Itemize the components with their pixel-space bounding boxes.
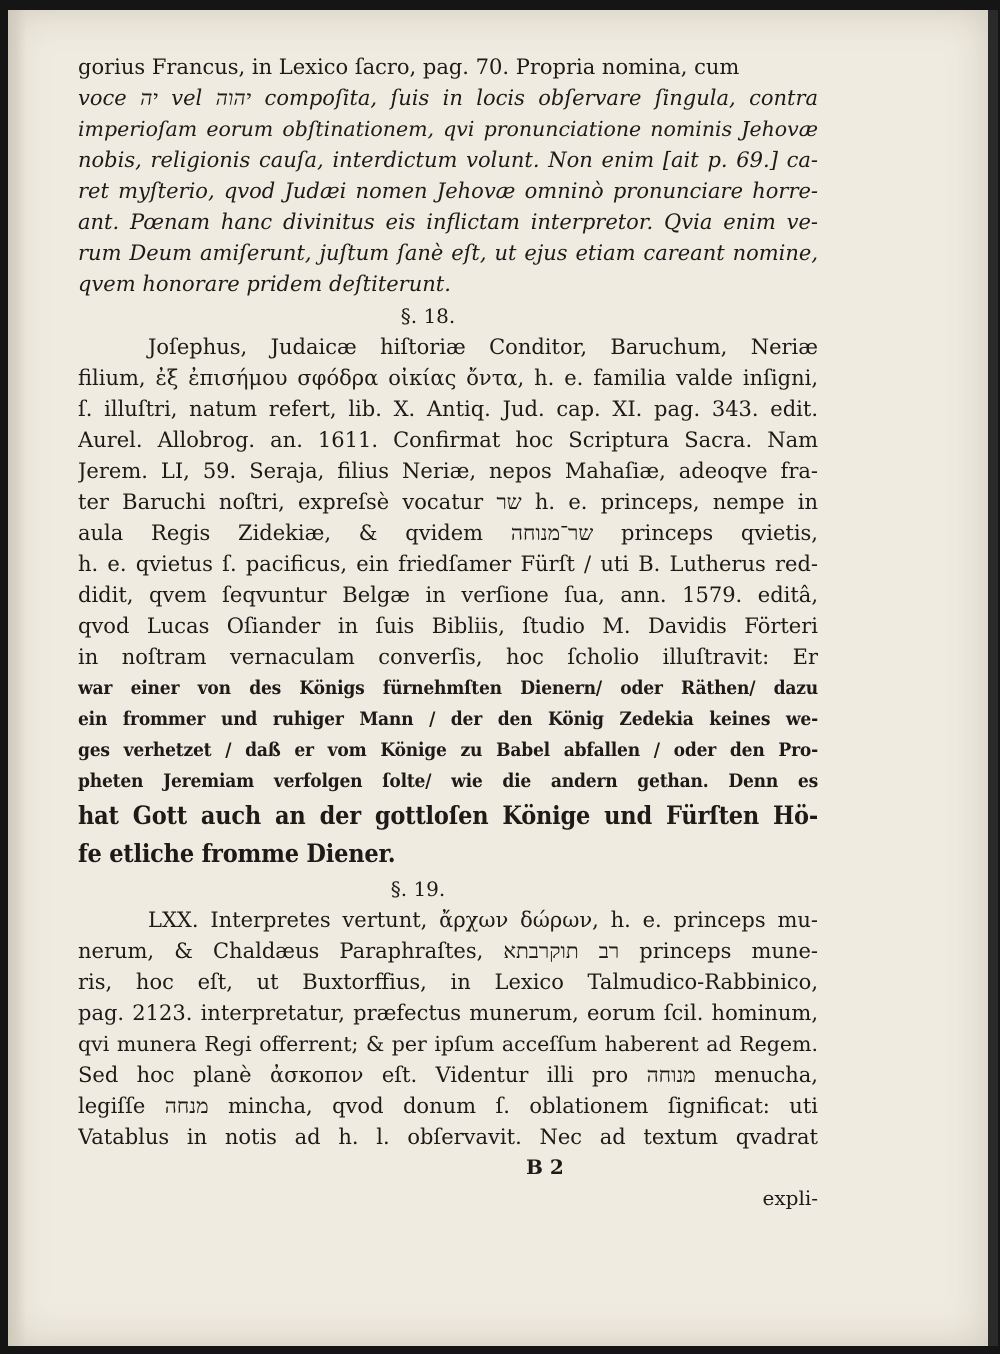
text-line: rum Deum amiſerunt, juſtum ſanè eſt, ut ejus etiam careant nomine, [78,241,818,265]
text-line: ant. Pœnam hanc divinitus eis inflictam interpretor. Qvia enim ve- [78,210,818,234]
text-line: qvi munera Regi offerrent; & per ipſum acceſſum haberent ad Regem. [78,1032,818,1056]
text-line: aula Regis Zidekiæ, & qvidem שר־מנוחה princeps qvietis, [78,521,818,545]
text-line: legiſſe מנחה mincha, qvod donum ſ. oblationem ſignificat: uti [78,1094,818,1118]
text-line: Joſephus, Judaicæ hiſtoriæ Conditor, Baruchum, Neriæ [148,335,818,359]
text-line: nerum, & Chaldæus Paraphraſtes, רב תוקרבתא princeps mune- [78,939,818,963]
signature-mark: B 2 [526,1155,564,1179]
fraktur-line: ges verhetzet / daß er vom Könige zu Babel abfallen / oder den Pro- [78,739,818,761]
text-line: pag. 2123. interpretatur, præfectus munerum, eorum ſcil. hominum, [78,1001,818,1025]
page-text-block [78,52,818,1215]
catchword: expli- [762,1186,818,1210]
text-line: Jerem. LI, 59. Seraja, filius Neriæ, nepos Mahaſiæ, adeoqve fra- [78,459,818,483]
text-line: nobis, religionis cauſa, interdictum volunt. Non enim [ait p. 69.] ca- [78,148,818,172]
section-heading-18: §. 18. [400,304,456,328]
fraktur-line-large: fe etliche fromme Diener. [78,839,396,868]
text-line: ter Baruchi noſtri, expreſsè vocatur שר h. e. princeps, nempe in [78,490,818,514]
text-line: gorius Francus, in Lexico ſacro, pag. 70. Propria nomina, cum [78,55,740,79]
text-line: h. e. qvietus ſ. pacificus, ein friedſamer Fürſt / uti B. Lutherus red- [78,552,818,576]
text-line: qvem honorare pridem deſtiterunt. [78,272,451,296]
fraktur-line-large: hat Gott auch an der gottloſen Könige und Fürſten Hö- [78,801,818,830]
text-line: LXX. Interpretes vertunt, ἄρχων δώρων, h. e. princeps mu- [148,908,818,932]
section-heading-19: §. 19. [390,877,446,901]
text-line: Sed hoc planè ἀσκοπον eſt. Videntur illi pro מנוחה menucha, [78,1063,818,1087]
text-line: Vatablus in notis ad h. l. obſervavit. Nec ad textum qvadrat [78,1125,818,1149]
text-line: in noſtram vernaculam converſis, hoc ſcholio illuſtravit: Er [78,645,818,669]
text-line: filium, ἐξ ἐπισήμου σφόδρα οἰκίας ὄντα, h. e. familia valde inſigni, [78,366,818,390]
text-line: imperioſam eorum obſtinationem, qvi pronunciatione nominis Jehovæ [78,117,818,141]
fraktur-line: pheten Jeremiam verfolgen ſolte/ wie die andern gethan. Denn es [78,770,818,792]
text-line: ſ. illuſtri, natum refert, lib. X. Antiq. Jud. cap. XI. pag. 343. edit. [78,397,818,421]
fraktur-line: ein frommer und ruhiger Mann / der den König Zedekia keines we- [78,708,818,730]
fraktur-line: war einer von des Königs fürnehmſten Dienern/ oder Räthen/ dazu [78,677,818,699]
page-gutter-shadow [8,10,26,1346]
text-line: ret myſterio, qvod Judæi nomen Jehovæ omninò pronunciare horre- [78,179,818,203]
text-line: ris, hoc eſt, ut Buxtorffius, in Lexico Talmudico-Rabbinico, [78,970,818,994]
text-line: qvod Lucas Oſiander in ſuis Bibliis, ſtudio M. Davidis Förteri [78,614,818,638]
text-line: didit, qvem ſeqvuntur Belgæ in verſione ſua, ann. 1579. editâ, [78,583,818,607]
text-line: voce יה vel יהוה compoſita, ſuis in locis obſervare ſingula, contra [78,86,818,110]
text-line: Aurel. Allobrog. an. 1611. Confirmat hoc Scriptura Sacra. Nam [78,428,818,452]
